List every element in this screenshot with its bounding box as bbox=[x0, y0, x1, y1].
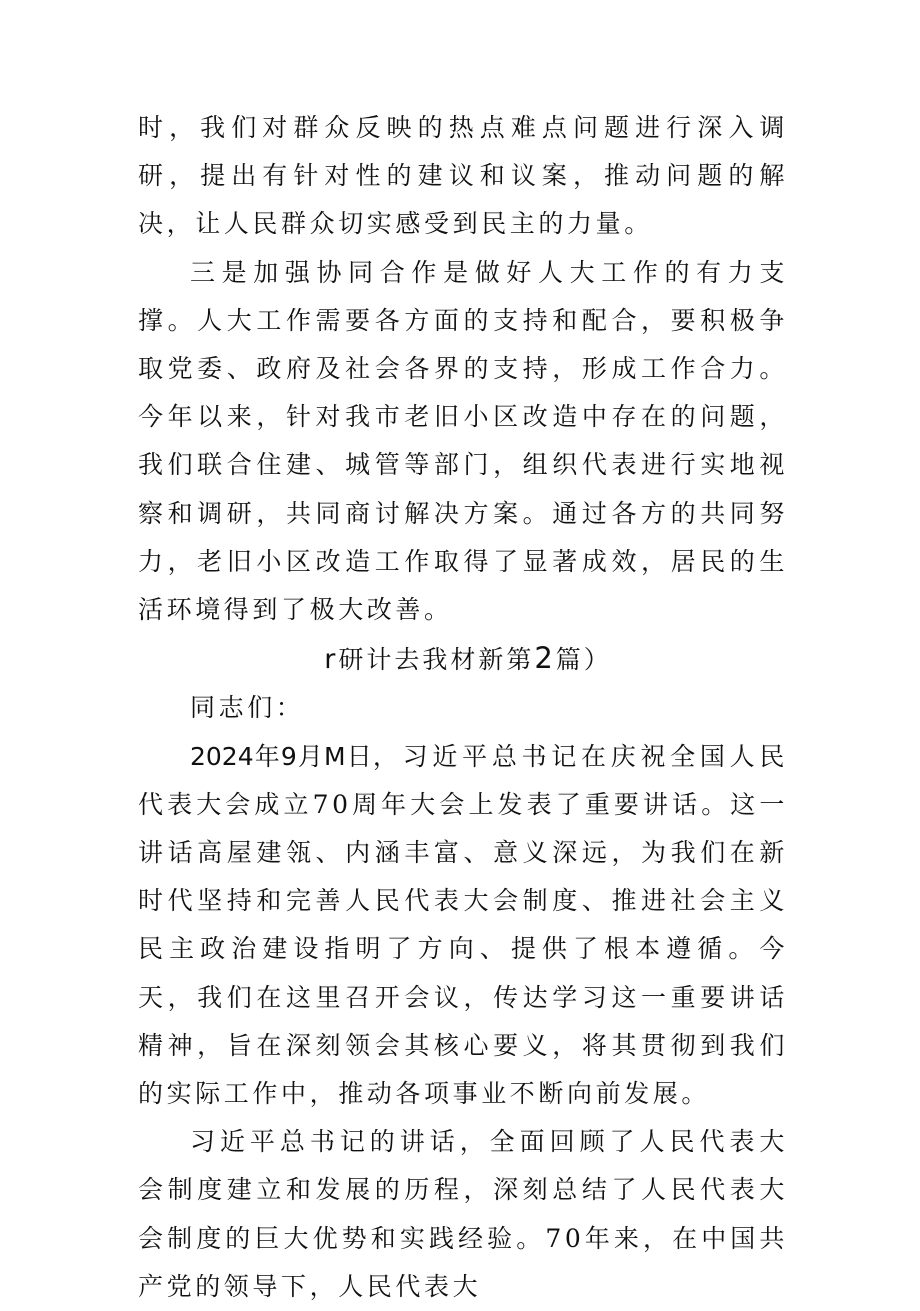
heading-tail: 篇） bbox=[555, 645, 612, 675]
paragraph-continuation: 时，我们对群众反映的热点难点问题进行深入调研，提出有针对性的建议和议案，推动问题的解决，让人民群众切实感受到民主的力量。 bbox=[138, 113, 788, 239]
speech-date: 2024年9月M日 bbox=[190, 741, 373, 771]
heading-middle: 研计去我材新第 bbox=[338, 645, 535, 675]
document-body bbox=[138, 104, 788, 1311]
speech-body: ，习近平总书记在庆祝全国人民代表大会成立70周年大会上发表了重要讲话。这一讲话高屋建瓴、内涵丰富、意义深远，为我们在新时代坚持和完善人民代表大会制度、推进社会主义民主政治建设指明了方向、提供了根本遵循。今天，我们在这里召开会议，传达学习这一重要讲话精神，旨在深刻领会其核心要义，将其贯彻到我们的实际工作中，推动各项事业不断向前发展。 bbox=[138, 741, 788, 1109]
heading-lead-char: r bbox=[324, 644, 339, 676]
section-heading bbox=[138, 634, 788, 684]
paragraph-collaboration: 三是加强协同合作是做好人大工作的有力支撑。人大工作需要各方面的支持和配合，要积极争取党委、政府及社会各界的支持，形成工作合力。今年以来，针对我市老旧小区改造中存在的问题，我们联合住建、城管等部门，组织代表进行实地视察和调研，共同商讨解决方案。通过各方的共同努力，老旧小区改造工作取得了显著成效，居民的生活环境得到了极大改善。 bbox=[138, 257, 788, 625]
salutation: 同志们： bbox=[190, 693, 305, 723]
paragraph-speech bbox=[138, 733, 788, 1119]
heading-number: 2 bbox=[534, 641, 556, 676]
paragraph-review: 习近平总书记的讲话，全面回顾了人民代表大会制度建立和发展的历程，深刻总结了人民代表大会制度的巨大优势和实践经验。70年来，在中国共产党的领导下，人民代表大 bbox=[138, 1127, 788, 1301]
